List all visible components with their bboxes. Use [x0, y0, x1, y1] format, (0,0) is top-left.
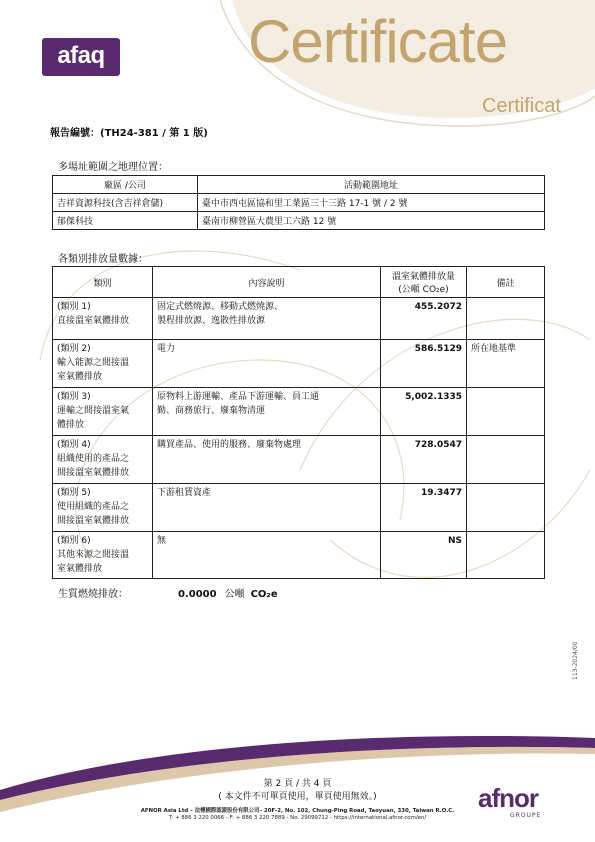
company-header: 廠區 /公司 — [53, 176, 198, 194]
company-cell: 吉祥資源科技(含吉祥倉儲) — [53, 194, 198, 212]
biomass-co2: CO₂e — [250, 589, 278, 600]
table-row — [53, 484, 545, 532]
footer-contact: T: + 886 3 220 0066 - F: + 886 3 220 7889 - No. 29099712 - https://international.afnor.com/en/ — [168, 815, 427, 821]
category-cell: (類別 5) 使用組織的產品之 間接溫室氣體排放 — [53, 484, 153, 532]
description-cell: 下游租賃資產 — [153, 484, 381, 532]
page-number: 第 2 頁 / 共 4 頁 — [263, 779, 332, 789]
table-row — [53, 298, 545, 340]
category-cell: (類別 4) 組織使用的產品之 間接溫室氣體排放 — [53, 436, 153, 484]
note-cell — [467, 484, 545, 532]
address-header: 活動範圍地址 — [198, 176, 545, 194]
sites-header-row — [53, 176, 545, 194]
side-form-code: 113-2024/00 — [572, 641, 579, 680]
table-row — [53, 194, 545, 212]
footer-address: AFNOR Asia Ltd – 法標國際認證股份有限公司– 20F-2, No. 102, Chung-Ping Road, Taoyuan, 330, Taiwan R.O.C. — [140, 808, 455, 814]
report-number: 報告編號：(TH24-381 / 第 1 版) — [50, 128, 208, 139]
afaq-logo: afaq — [42, 38, 120, 76]
description-cell: 原物料上游運輸、產品下游運輸、員工通 勤、商務旅行、廢棄物清運 — [153, 388, 381, 436]
note-cell — [467, 436, 545, 484]
category-header: 類別 — [53, 267, 153, 298]
address-cell: 臺中市西屯區協和里工業區三十三路 17-1 號 / 2 號 — [198, 194, 545, 212]
sites-label: 多場址範圍之地理位置： — [58, 162, 168, 173]
note-cell — [467, 298, 545, 340]
table-row — [53, 340, 545, 388]
table-row — [53, 212, 545, 230]
note-header: 備註 — [467, 267, 545, 298]
amount-cell: NS — [381, 532, 467, 579]
biomass-unit: 公噸 — [224, 589, 245, 600]
category-cell: (類別 3) 運輸之間接溫室氣 體排放 — [53, 388, 153, 436]
category-cell: (類別 6) 其他來源之間接溫 室氣體排放 — [53, 532, 153, 579]
table-row — [53, 436, 545, 484]
emissions-label: 各類別排放量數據： — [58, 254, 148, 265]
note-cell: 所在地基準 — [467, 340, 545, 388]
description-cell: 購買產品、使用的服務、廢棄物處理 — [153, 436, 381, 484]
amount-cell: 455.2072 — [381, 298, 467, 340]
category-cell: (類別 2) 輸入能源之間接溫 室氣體排放 — [53, 340, 153, 388]
biomass-emissions — [58, 585, 278, 600]
biomass-value: 0.0000 — [178, 589, 217, 600]
description-cell: 固定式燃燒源、移動式燃燒源、 製程排放源、逸散性排放源 — [153, 298, 381, 340]
disclaimer: ( 本文件不可單頁使用，單頁使用無效。) — [218, 792, 377, 802]
biomass-label: 生質燃燒排放： — [58, 589, 128, 600]
table-row — [53, 532, 545, 579]
note-cell — [467, 388, 545, 436]
certificate-subtitle: Certificat — [482, 95, 561, 117]
note-cell — [467, 532, 545, 579]
amount-cell: 19.3477 — [381, 484, 467, 532]
certificate-title: Certificate — [248, 8, 508, 75]
description-header: 內容說明 — [153, 267, 381, 298]
description-cell: 無 — [153, 532, 381, 579]
amount-cell: 728.0547 — [381, 436, 467, 484]
table-row — [53, 388, 545, 436]
amount-cell: 586.5129 — [381, 340, 467, 388]
address-cell: 臺南市柳營區大農里工六路 12 號 — [198, 212, 545, 230]
afnor-logo: afnor — [478, 783, 538, 813]
amount-header: 溫室氣體排放量 (公噸 CO₂e) — [381, 267, 467, 298]
category-cell: (類別 1) 直接溫室氣體排放 — [53, 298, 153, 340]
afnor-logo-subtitle: GROUPE — [510, 812, 542, 819]
amount-cell: 5,002.1335 — [381, 388, 467, 436]
emissions-header-row — [53, 267, 545, 298]
sites-table — [52, 175, 545, 230]
description-cell: 電力 — [153, 340, 381, 388]
company-cell: 郁傑科技 — [53, 212, 198, 230]
emissions-table — [52, 266, 545, 579]
